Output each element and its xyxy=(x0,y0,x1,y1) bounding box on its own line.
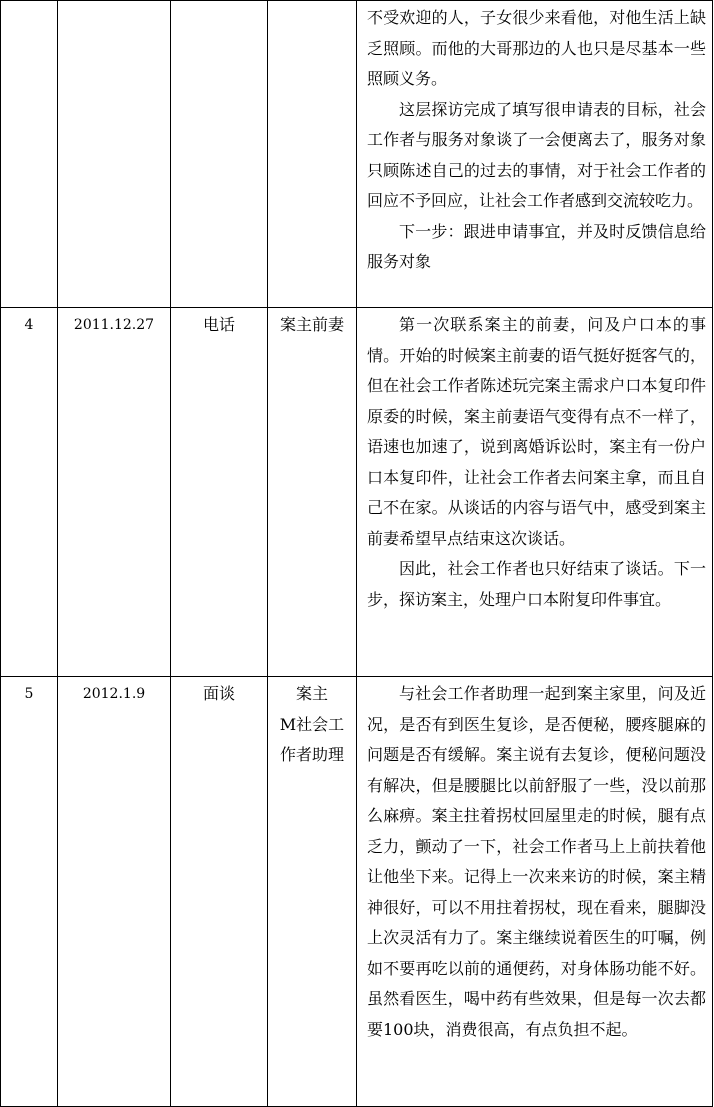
table-row xyxy=(1,308,713,677)
record-date: 2012.1.9 xyxy=(58,677,171,1107)
record-target xyxy=(268,677,357,1107)
content-paragraph: 这层探访完成了填写很申请表的目标，社会工作者与服务对象谈了一会便离去了，服务对象只顾陈述自己的过去的事情，对于社会工作者的回应不予回应，让社会工作者感到交流较吃力。 xyxy=(367,99,706,210)
record-date: 2011.12.27 xyxy=(58,308,171,677)
record-method: 面谈 xyxy=(171,677,268,1107)
content-paragraph: 因此，社会工作者也只好结束了谈话。下一步，探访案主，处理户口本附复印件事宜。 xyxy=(367,559,706,609)
record-method: 电话 xyxy=(171,308,268,677)
record-date xyxy=(58,1,171,308)
record-content xyxy=(357,308,713,677)
content-paragraph: 第一次联系案主的前妻，问及户口本的事情。开始的时候案主前妻的语气挺好挺客气的，但在社会工作者陈述玩完案主需求户口本复印件原委的时候，案主前妻语气变得有点不一样了，语速也加速了，说到离婚诉讼时，案主有一份户口本复印件，让社会工作者去问案主拿，而且自己不在家。从谈话的内容与语气中，感受到案主前妻希望早点结束这次谈话。 xyxy=(367,315,706,548)
record-target xyxy=(268,1,357,308)
content-paragraph: 下一步：跟进申请事宜，并及时反馈信息给服务对象 xyxy=(367,221,706,271)
record-number xyxy=(1,1,58,308)
record-method xyxy=(171,1,268,308)
content-paragraph: 与社会工作者助理一起到案主家里，问及近况，是否有到医生复诊，是否便秘，腰疼腿麻的问题是否有缓解。案主说有去复诊，便秘问题没有解决，但是腰腿比以前舒服了一些，没以前那么麻痹。案主拄着拐杖回屋里走的时候，腿有点乏力，颤动了一下，社会工作者马上上前扶着他让他坐下来。记得上一次来来访的时候，案主精神很好，可以不用拄着拐杖，现在看来，腿脚没上次灵活有力了。案主继续说着医生的叮嘱，例如不要再吃以前的通便药，对身体肠功能不好。虽然看医生，喝中药有些效果，但是每一次去都要100块，消费很高，有点负担不起。 xyxy=(367,684,706,1039)
record-target xyxy=(268,308,357,677)
content-paragraph: 不受欢迎的人，子女很少来看他，对他生活上缺乏照顾。而他的大哥那边的人也只是尽基本一些照顾义务。 xyxy=(367,8,706,88)
target-line: 案主前妻 xyxy=(279,315,344,334)
table-row xyxy=(1,1,713,308)
record-number: 5 xyxy=(1,677,58,1107)
record-content xyxy=(357,677,713,1107)
target-line: 案主 xyxy=(295,684,328,703)
table-row xyxy=(1,677,713,1107)
target-line: 作者助理 xyxy=(279,745,344,764)
record-content xyxy=(357,1,713,308)
target-line: M社会工 xyxy=(279,714,345,734)
record-number: 4 xyxy=(1,308,58,677)
